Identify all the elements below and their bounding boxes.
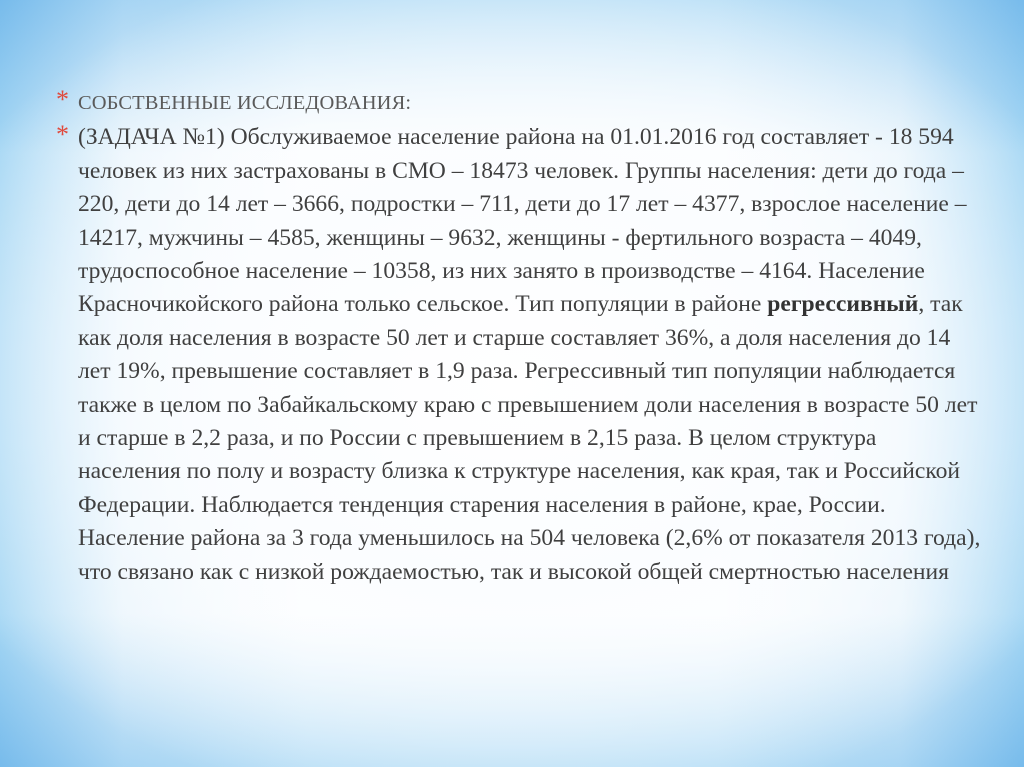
task-text-part-2: , так как доля населения в возрасте 50 лет и старше составляет 36%, а доля населения до 14 лет 19%, превышение составляет в 1,9 раза. Регрессивный тип популяции наблюдается также в целом по Забайкальскому краю с превышением доли населения в возрасте 50 лет и старше в 2,2 раза, и по России с превышением в 2,15 раза. В целом структура населения по полу и возрасту близка к структуре населения, как края, так и Российской Федерации. Наблюдается тенденция старения населения в районе, крае, России. Население района за 3 года уменьшилось на 504 человека (2,6% от показателя 2013 года), что связано как с низкой рождаемостью, так и высокой общей смертностью населения: [78, 291, 981, 585]
asterisk-bullet-icon: *: [56, 120, 69, 150]
bullet-list: [52, 86, 982, 590]
section-heading: СОБСТВЕННЫЕ ИССЛЕДОВАНИЯ:: [78, 92, 412, 114]
bullet-section-heading: [52, 86, 982, 120]
task-text-bold-term: регрессивный: [767, 291, 919, 318]
bullet-task-description: [52, 121, 982, 589]
asterisk-bullet-icon: *: [56, 85, 69, 114]
task-text-part-1: (ЗАДАЧА №1) Обслуживаемое население района на 01.01.2016 год составляет - 18 594 человек из них застрахованы в СМО – 18473 человек. Группы населения: дети до года – 220, дети до 14 лет – 3666, подростки – 711, дети до 17 лет – 4377, взрослое население – 14217, мужчины – 4585, женщины – 9632, женщины - фертильного возраста – 4049, трудоспособное население – 10358, из них занято в производстве – 4164. Население Красночикойского района только сельское. Тип популяции в районе: [78, 124, 967, 318]
